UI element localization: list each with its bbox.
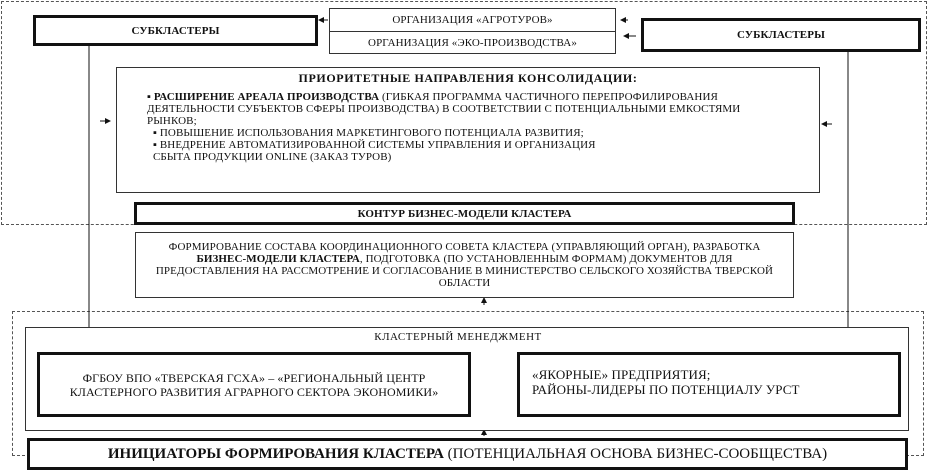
contour-label: КОНТУР БИЗНЕС-МОДЕЛИ КЛАСТЕРА — [357, 207, 572, 220]
initiators-text: ИНИЦИАТОРЫ ФОРМИРОВАНИЯ КЛАСТЕРА (ПОТЕНЦИАЛЬНАЯ ОСНОВА БИЗНЕС-СООБЩЕСТВА) — [107, 445, 828, 462]
formation-text: ФОРМИРОВАНИЕ СОСТАВА КООРДИНАЦИОННОГО СОВЕТА КЛАСТЕРА (УПРАВЛЯЮЩИЙ ОРГАН), РАЗРАБОТКА БИЗНЕС-МОДЕЛИ КЛАСТЕРА, ПОДГОТОВКА (ПО УСТАНОВЛЕННЫМ ФОРМАМ) ДОКУМЕНТОВ ДЛЯ ПРЕДОСТАВЛЕНИЯ НА РАССМОТРЕНИЕ И СОГЛАСОВАНИЕ В МИНИСТЕРСТВО СЕЛЬСКОГО ХОЗЯЙСТВА ТВЕРСКОЙ ОБЛАСТИ — [155, 241, 774, 289]
organizations-box — [329, 8, 616, 54]
priority-item-1: ▪ РАСШИРЕНИЕ АРЕАЛА ПРОИЗВОДСТВА (ГИБКАЯ ПРОГРАММА ЧАСТИЧНОГО ПЕРЕПРОФИЛИРОВАНИЯ ДЕЯТЕЛЬНОСТИ СУБЪЕКТОВ СФЕРЫ ПРОИЗВОДСТВА) В СООТВЕТСТВИИ С ПОТЕНЦИАЛЬНЫМИ ЕМКОСТЯМИ РЫНКОВ; — [147, 91, 741, 127]
org-agrotours: ОРГАНИЗАЦИЯ «АГРОТУРОВ» — [330, 9, 615, 32]
initiators-box — [27, 438, 908, 470]
priority-item-2: ▪ ПОВЫШЕНИЕ ИСПОЛЬЗОВАНИЯ МАРКЕТИНГОВОГО ПОТЕНЦИАЛА РАЗВИТИЯ; — [153, 127, 584, 139]
subcluster-left-label: СУБКЛАСТЕРЫ — [131, 24, 220, 37]
anchor-enterprises-line: «ЯКОРНЫЕ» ПРЕДПРИЯТИЯ; — [532, 367, 711, 382]
anchor-enterprises-box — [517, 352, 901, 417]
subcluster-left-box — [33, 15, 318, 46]
priorities-box — [116, 67, 820, 193]
tver-academy-text: ФГБОУ ВПО «ТВЕРСКАЯ ГСХА» – «РЕГИОНАЛЬНЫЙ ЦЕНТР КЛАСТЕРНОГО РАЗВИТИЯ АГРАРНОГО СЕКТОРА ЭКОНОМИКИ» — [69, 370, 439, 399]
subcluster-right-box — [641, 18, 921, 52]
management-label: КЛАСТЕРНЫЙ МЕНЕДЖМЕНТ — [344, 330, 572, 344]
org-eco-production: ОРГАНИЗАЦИЯ «ЭКО-ПРОИЗВОДСТВА» — [368, 37, 577, 49]
priorities-title: ПРИОРИТЕТНЫЕ НАПРАВЛЕНИЯ КОНСОЛИДАЦИИ: — [298, 71, 638, 85]
business-model-contour — [134, 202, 795, 225]
tver-academy-box — [37, 352, 471, 417]
priority-item-3: ▪ ВНЕДРЕНИЕ АВТОМАТИЗИРОВАННОЙ СИСТЕМЫ УПРАВЛЕНИЯ И ОРГАНИЗАЦИЯ СБЫТА ПРОДУКЦИИ ONLINE (ЗАКАЗ ТУРОВ) — [153, 139, 596, 163]
subcluster-right-label: СУБКЛАСТЕРЫ — [737, 29, 825, 41]
formation-box — [135, 232, 794, 298]
leader-districts-line: РАЙОНЫ-ЛИДЕРЫ ПО ПОТЕНЦИАЛУ УРСТ — [532, 382, 800, 397]
